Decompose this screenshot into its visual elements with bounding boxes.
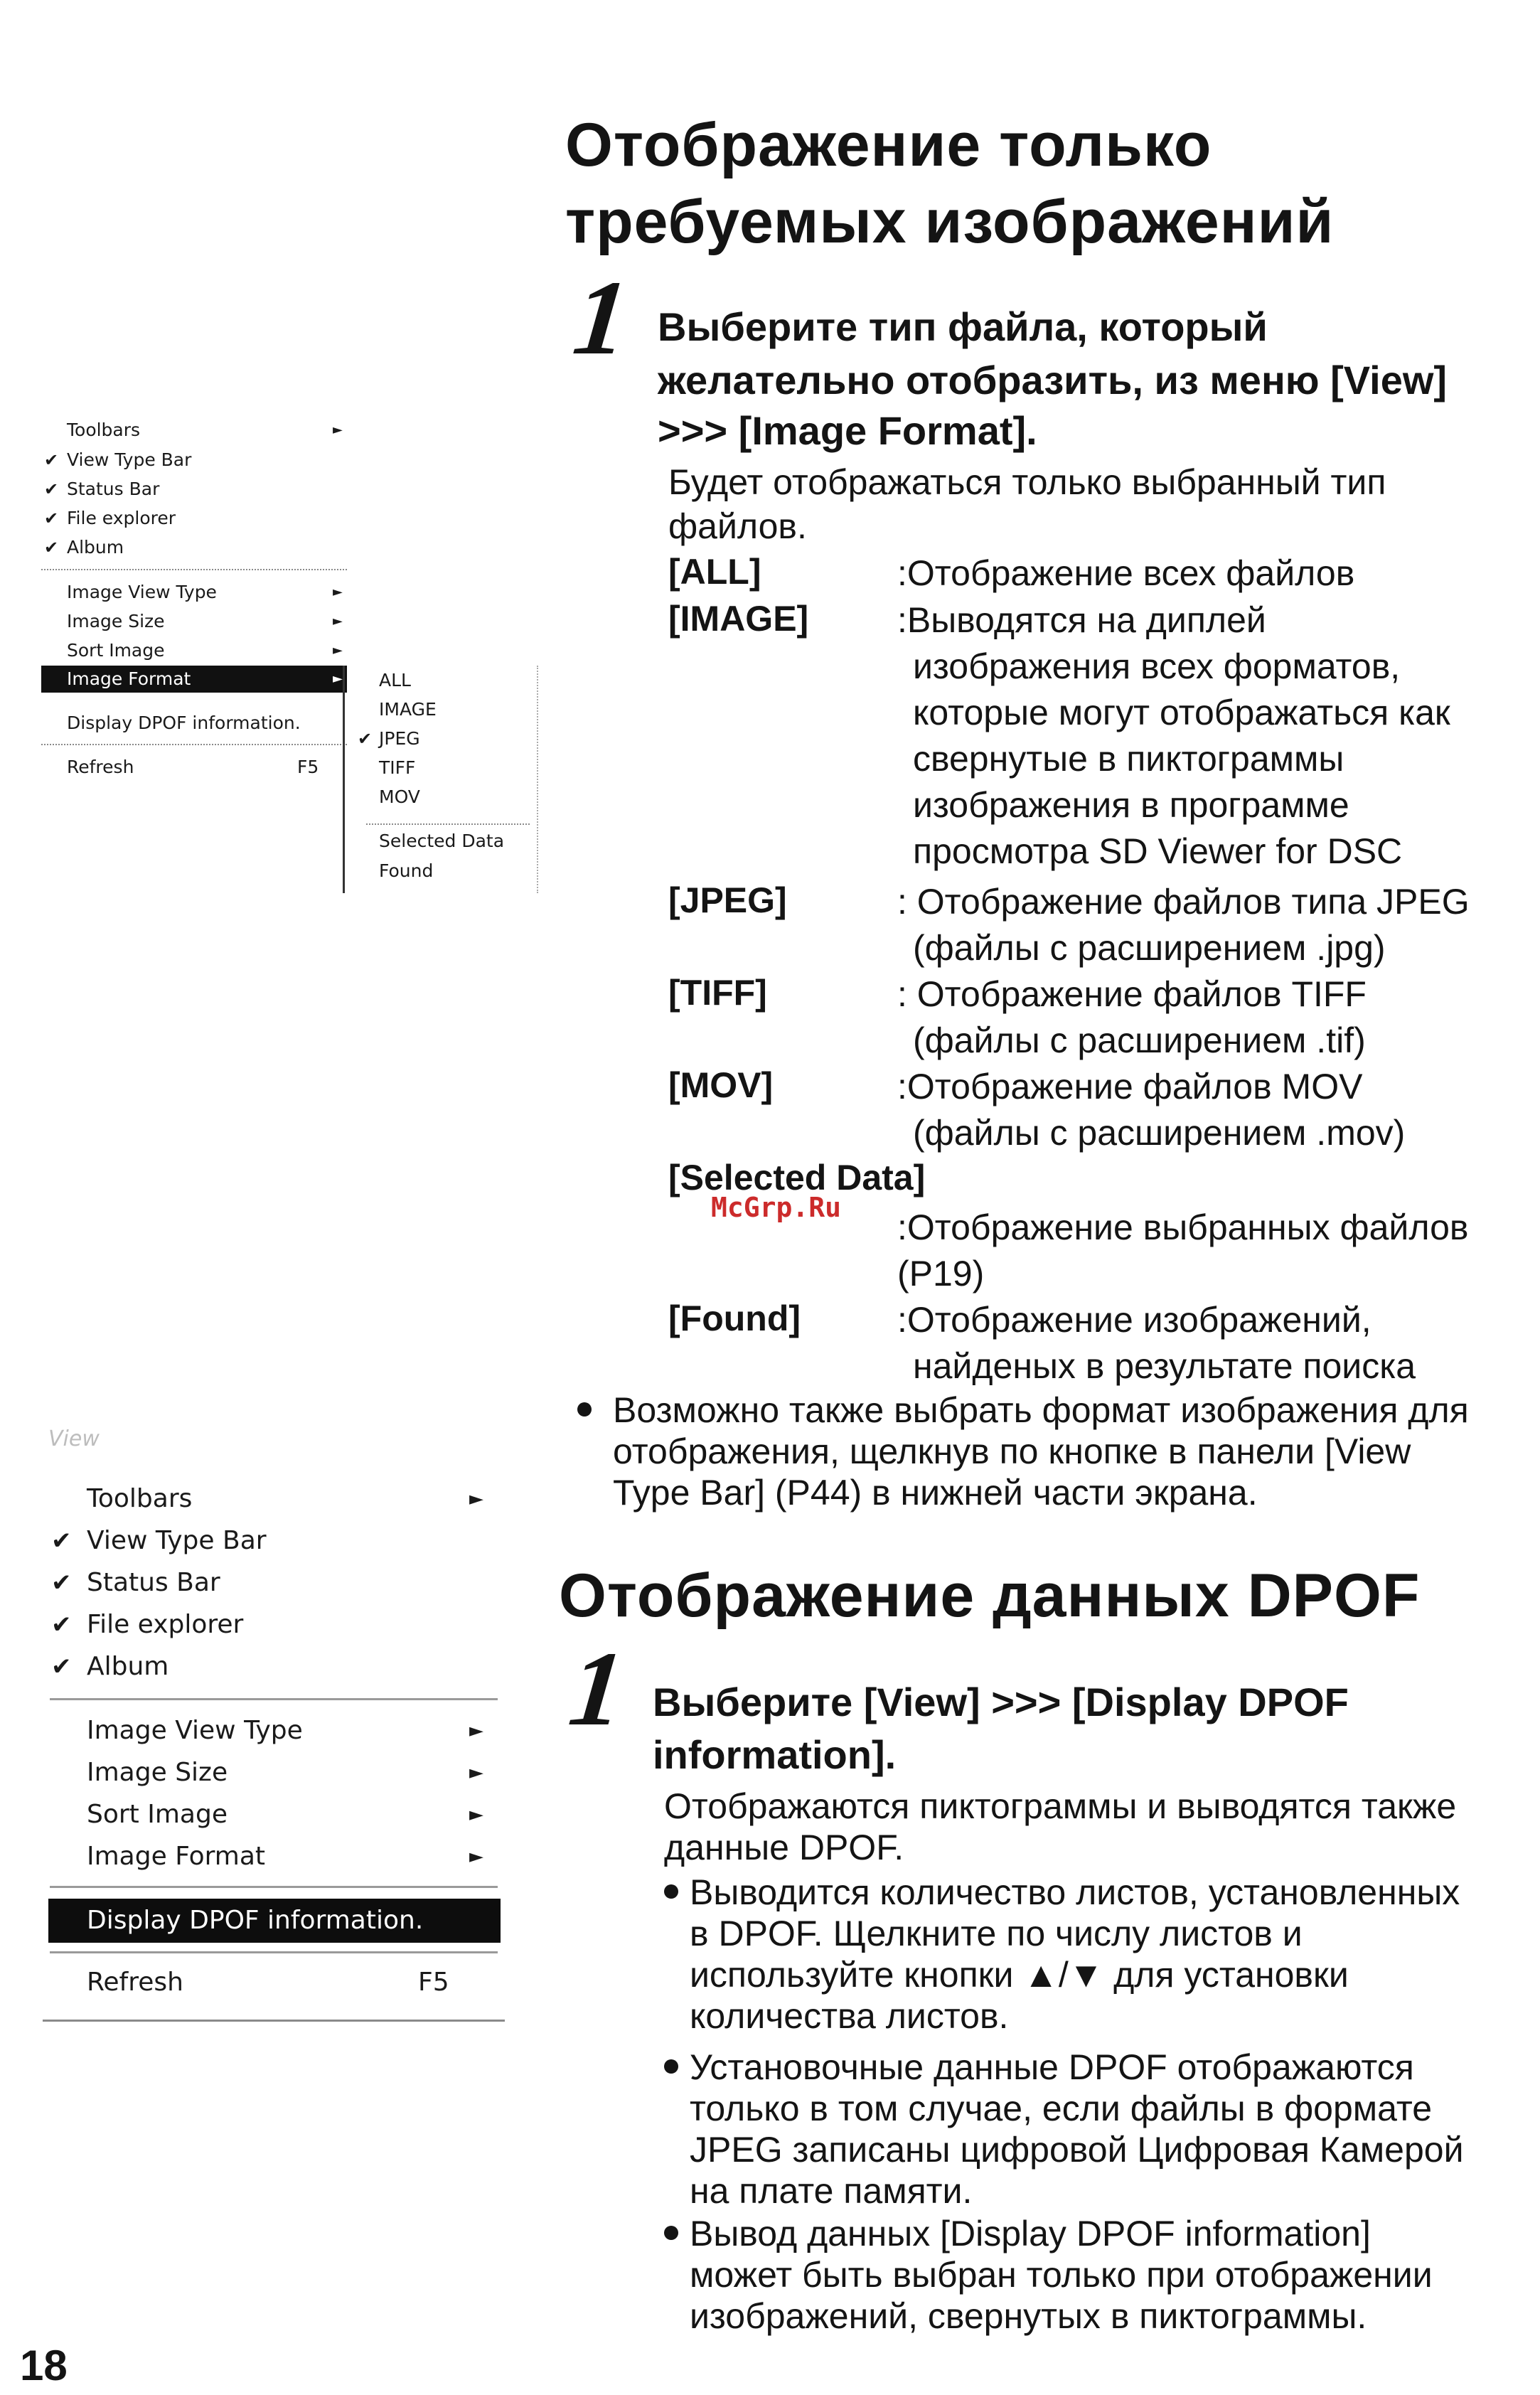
section2-title: Отображение данных DPOF xyxy=(559,1562,1421,1630)
def-desc-jpeg: : Отображение файлов типа JPEG (файлы с расширением .jpg) xyxy=(897,882,1470,968)
def-term-tiff: [TIFF] xyxy=(668,973,767,1013)
image-format-submenu xyxy=(343,666,538,893)
chevron-right-icon: ► xyxy=(333,643,343,658)
check-icon: ✔ xyxy=(44,508,59,528)
menu-item-refresh[interactable]: Refresh F5 xyxy=(43,1963,505,2002)
def-desc-found: :Отображение изображений, найденых в результате поиска xyxy=(897,1300,1416,1386)
section1-intro-line1: Будет отображаться только выбранный тип xyxy=(668,462,1386,502)
submenu-item-mov[interactable]: MOV xyxy=(379,786,420,807)
chevron-right-icon: ► xyxy=(333,422,343,437)
section1-step-number: 1 xyxy=(568,259,634,377)
submenu-item-all[interactable]: ALL xyxy=(379,670,411,690)
chevron-right-icon: ► xyxy=(469,1720,483,1741)
chevron-right-icon: ► xyxy=(333,585,343,599)
menu-separator xyxy=(50,1886,498,1888)
section2-intro-line1: Отображаются пиктограммы и выводятся также xyxy=(664,1786,1457,1826)
view-menu-large xyxy=(43,1479,505,2022)
def-term-all: [ALL] xyxy=(668,552,761,592)
menu-item-image-view-type[interactable]: Image View Type ► xyxy=(43,1711,505,1751)
chevron-right-icon: ► xyxy=(469,1762,483,1783)
section2-step-line1: Выберите [View] >>> [Display DPOF xyxy=(653,1680,1349,1724)
def-term-image: [IMAGE] xyxy=(668,599,809,639)
menu-item-album[interactable]: ✔ Album xyxy=(43,1647,505,1687)
section1-step-line2: желательно отобразить, из меню [View] xyxy=(658,358,1448,402)
menu-item-sort-image[interactable]: Sort Image ► xyxy=(43,1795,505,1835)
def-desc-image: :Выводятся на диплей изображения всех форматов, которые могут отображаться как свернутые в пиктограммы изображения в программе просмотра SD Viewer for DSC xyxy=(897,600,1450,871)
menu-item-toolbars[interactable]: Toolbars ► xyxy=(43,1479,505,1519)
check-icon: ✔ xyxy=(51,1611,72,1639)
section1-intro-line2: файлов. xyxy=(668,506,807,546)
section1-step-line1: Выберите тип файла, который xyxy=(658,304,1268,349)
watermark: McGrp.Ru xyxy=(711,1192,842,1223)
submenu-item-image[interactable]: IMAGE xyxy=(379,699,437,720)
chevron-right-icon: ► xyxy=(333,671,343,686)
shortcut-f5: F5 xyxy=(418,1968,449,1997)
check-icon: ✔ xyxy=(51,1569,72,1597)
menu-separator xyxy=(50,1698,498,1700)
menu-item-image-format[interactable]: Image Format ► xyxy=(43,1837,505,1877)
menu-item-view-type-bar[interactable]: ✔ View Type Bar xyxy=(41,447,354,474)
menu-item-image-size[interactable]: Image Size ► xyxy=(43,1753,505,1793)
section2-bullet-3: Вывод данных [Display DPOF information] может быть выбран только при отображении изображений, свернутых в пиктограммы. xyxy=(690,2214,1433,2336)
section2-intro-line2: данные DPOF. xyxy=(664,1828,904,1867)
bullet-icon xyxy=(664,1884,678,1899)
check-icon: ✔ xyxy=(51,1653,72,1681)
section1-step-line3: >>> [Image Format]. xyxy=(658,408,1037,453)
menu-item-toolbars[interactable]: Toolbars ► xyxy=(41,417,354,444)
menu-separator xyxy=(366,823,530,825)
def-desc-mov: :Отображение файлов MOV (файлы с расширением .mov) xyxy=(897,1067,1406,1153)
section2-bullet-1: Выводится количество листов, установленных в DPOF. Щелкните по числу листов и используйте кнопки ▲/▼ для установки количества листов. xyxy=(690,1872,1460,2036)
check-icon: ✔ xyxy=(44,450,59,470)
check-icon: ✔ xyxy=(44,479,59,499)
page-number: 18 xyxy=(20,2342,68,2389)
bullet-icon xyxy=(664,2226,678,2240)
section2-step-line2: information]. xyxy=(653,1732,897,1777)
check-icon: ✔ xyxy=(44,538,59,558)
bullet-icon xyxy=(664,2059,678,2074)
menu-item-display-dpof[interactable]: Display DPOF information. xyxy=(48,1899,501,1943)
menu-item-display-dpof[interactable]: Display DPOF information. xyxy=(67,713,301,733)
def-desc-tiff: : Отображение файлов TIFF (файлы с расширением .tif) xyxy=(897,974,1367,1060)
def-term-found: [Found] xyxy=(668,1298,801,1338)
chevron-right-icon: ► xyxy=(333,614,343,629)
section1-title-line1: Отображение только xyxy=(565,111,1212,179)
def-desc-selected-data: :Отображение выбранных файлов (P19) xyxy=(897,1207,1469,1293)
menu-separator xyxy=(50,1951,498,1953)
menu-separator xyxy=(41,569,347,570)
section1-title-line2: требуемых изображений xyxy=(565,188,1335,256)
submenu-item-selected-data[interactable]: Selected Data xyxy=(379,831,505,851)
menu-item-file-explorer[interactable]: ✔ File explorer xyxy=(41,505,354,532)
menu-item-image-view-type[interactable]: Image View Type ► xyxy=(41,579,354,606)
section2-bullet-2: Установочные данные DPOF отображаются только в том случае, если файлы в формате JPEG записаны цифровой Цифровая Камерой на плате памяти. xyxy=(690,2047,1464,2211)
menu-item-status-bar[interactable]: ✔ Status Bar xyxy=(41,476,354,503)
shortcut-f5: F5 xyxy=(297,757,319,777)
chevron-right-icon: ► xyxy=(469,1804,483,1825)
submenu-item-jpeg[interactable]: ✔ JPEG xyxy=(345,725,530,752)
check-icon: ✔ xyxy=(358,729,373,749)
menu-title-view: View xyxy=(48,1426,100,1451)
menu-item-sort-image[interactable]: Sort Image ► xyxy=(41,637,354,664)
menu-item-image-format[interactable]: Image Format ► xyxy=(41,666,347,693)
menu-item-file-explorer[interactable]: ✔ File explorer xyxy=(43,1605,505,1645)
submenu-item-found[interactable]: Found xyxy=(379,860,434,881)
def-term-selected-data: [Selected Data] xyxy=(668,1158,926,1198)
menu-item-status-bar[interactable]: ✔ Status Bar xyxy=(43,1563,505,1603)
bullet-icon xyxy=(577,1402,592,1417)
menu-separator xyxy=(41,744,347,745)
section2-step-number: 1 xyxy=(564,1630,630,1748)
def-desc-all: :Отображение всех файлов xyxy=(897,553,1355,593)
menu-item-album[interactable]: ✔ Album xyxy=(41,534,354,561)
def-term-mov: [MOV] xyxy=(668,1065,774,1105)
menu-item-image-size[interactable]: Image Size ► xyxy=(41,608,354,635)
def-term-jpeg: [JPEG] xyxy=(668,880,787,920)
view-menu-small xyxy=(41,408,354,792)
chevron-right-icon: ► xyxy=(469,1488,483,1510)
submenu-item-tiff[interactable]: TIFF xyxy=(379,757,416,778)
menu-item-view-type-bar[interactable]: ✔ View Type Bar xyxy=(43,1521,505,1561)
chevron-right-icon: ► xyxy=(469,1846,483,1867)
check-icon: ✔ xyxy=(51,1527,72,1555)
section1-note: Возможно также выбрать формат изображения для отображения, щелкнув по кнопке в панели [View Type Bar] (P44) в нижней части экрана. xyxy=(613,1390,1469,1513)
menu-item-refresh[interactable]: Refresh F5 xyxy=(41,754,354,781)
